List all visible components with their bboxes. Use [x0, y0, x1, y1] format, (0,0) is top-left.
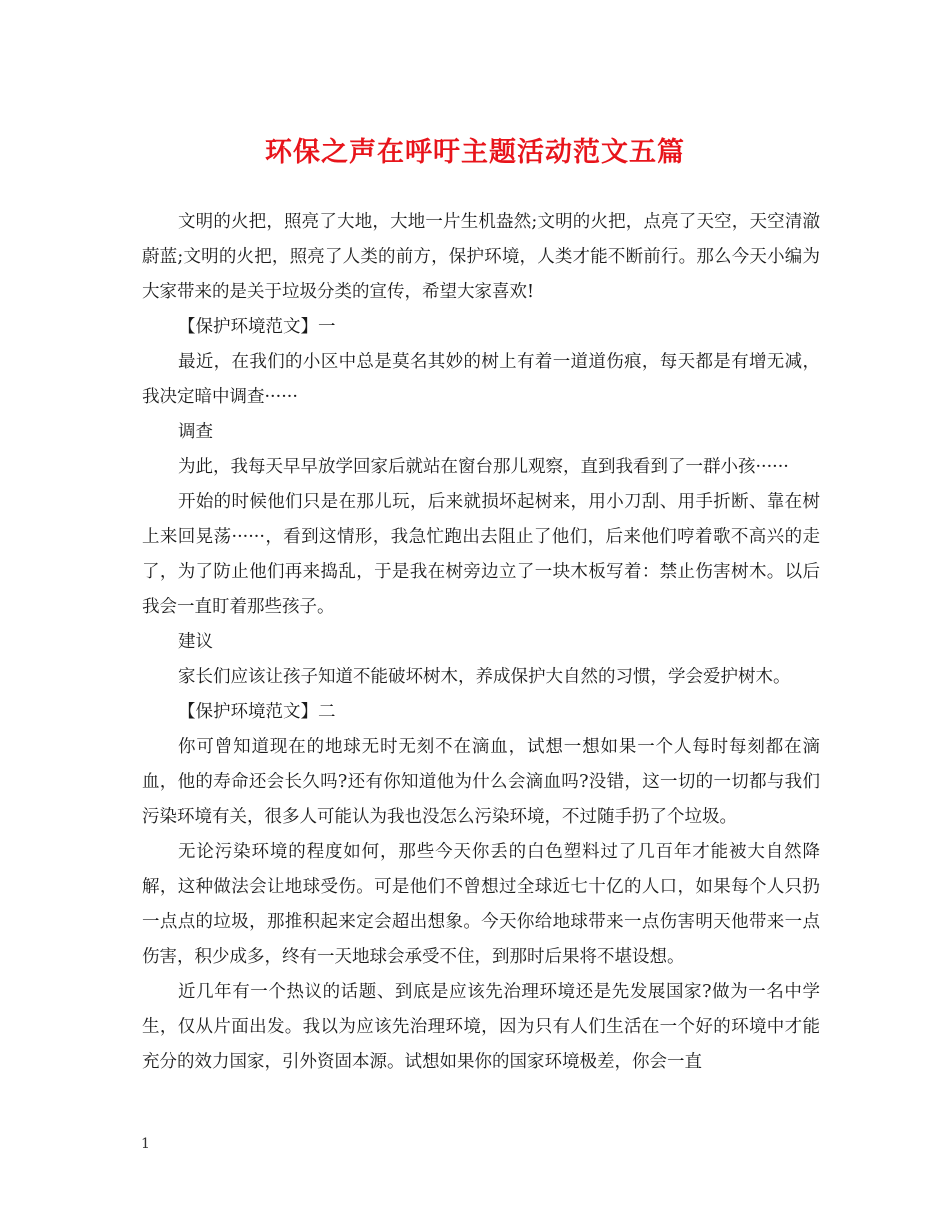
paragraph-intro: 文明的火把，照亮了大地，大地一片生机盎然;文明的火把，点亮了天空，天空清澈蔚蓝;文明的火把，照亮了人类的前方，保护环境，人类才能不断前行。那么今天小编为大家带来的是关于垃圾分类的宣传，希望大家喜欢! [142, 212, 820, 302]
section-heading-2: 【保护环境范文】二 [178, 702, 336, 722]
paragraph: 家长们应该让孩子知道不能破坏树木，养成保护大自然的习惯，学会爱护树木。 [178, 667, 791, 687]
paragraph: 无论污染环境的程度如何，那些今天你丢的白色塑料过了几百年才能被大自然降解，这种做法会让地球受伤。可是他们不曾想过全球近七十亿的人口，如果每个人只扔一点点的垃圾，那推积起来定会超出想象。今天你给地球带来一点伤害明天他带来一点伤害，积少成多，终有一天地球会承受不住，到那时后果将不堪设想。 [142, 842, 820, 967]
section-heading-1: 【保护环境范文】一 [178, 317, 336, 337]
paragraph: 近几年有一个热议的话题、到底是应该先治理环境还是先发展国家?做为一名中学生，仅从片面出发。我以为应该先治理环境，因为只有人们生活在一个好的环境中才能充分的效力国家，引外资固本源。试想如果你的国家环境极差，你会一直 [142, 982, 820, 1072]
subheading-suggestion: 建议 [178, 632, 213, 652]
subheading-investigation: 调查 [178, 422, 213, 442]
page-number: 1 [141, 1136, 150, 1152]
paragraph: 你可曾知道现在的地球无时无刻不在滴血，试想一想如果一个人每时每刻都在滴血，他的寿命还会长久吗?还有你知道他为什么会滴血吗?没错，这一切的一切都与我们污染环境有关，很多人可能认为我也没怎么污染环境，不过随手扔了个垃圾。 [142, 737, 820, 827]
paragraph: 最近，在我们的小区中总是莫名其妙的树上有着一道道伤痕，每天都是有增无减，我决定暗中调查······ [142, 352, 820, 407]
paragraph: 开始的时候他们只是在那儿玩，后来就损坏起树来，用小刀刮、用手折断、靠在树上来回晃荡······，看到这情形，我急忙跑出去阻止了他们，后来他们哼着歌不高兴的走了，为了防止他们再来捣乱，于是我在树旁边立了一块木板写着：禁止伤害树木。以后我会一直盯着那些孩子。 [142, 492, 820, 617]
paragraph: 为此，我每天早早放学回家后就站在窗台那儿观察，直到我看到了一群小孩······ [178, 457, 789, 477]
document-title: 环保之声在呼吁主题活动范文五篇 [265, 137, 685, 168]
document-body [142, 205, 820, 1080]
